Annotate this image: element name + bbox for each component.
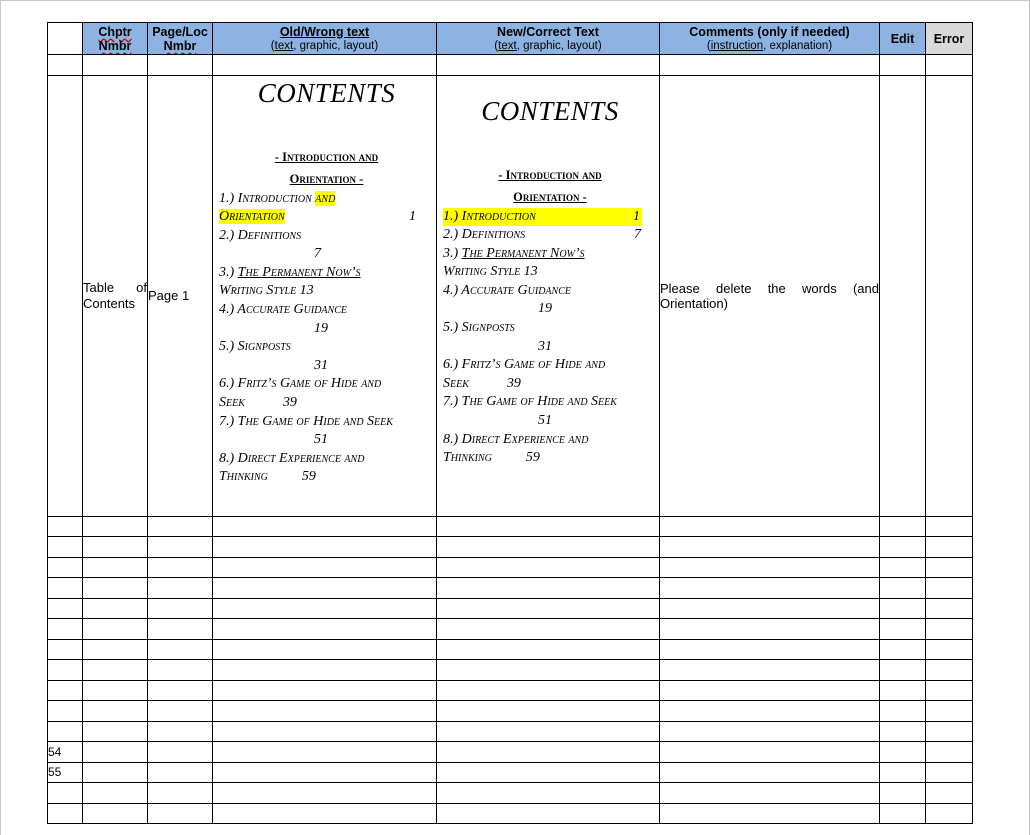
table-row xyxy=(48,537,973,558)
table-cell[interactable] xyxy=(660,762,880,783)
table-cell[interactable] xyxy=(148,516,213,537)
highlight-orientation: Orientation xyxy=(219,209,285,225)
table-cell[interactable] xyxy=(437,598,660,619)
old-toc-entry-2-page: 7 xyxy=(314,246,321,262)
error-cell[interactable] xyxy=(926,75,973,516)
table-cell[interactable] xyxy=(660,803,880,824)
old-toc-entry-5: 5.) Signposts xyxy=(219,339,291,355)
table-cell[interactable] xyxy=(437,639,660,660)
table-cell[interactable] xyxy=(83,55,148,76)
table-cell[interactable] xyxy=(83,803,148,824)
table-row xyxy=(48,516,973,537)
table-cell[interactable] xyxy=(148,557,213,578)
table-cell[interactable] xyxy=(148,680,213,701)
table-cell[interactable] xyxy=(48,701,83,722)
table-cell[interactable] xyxy=(437,762,660,783)
table-cell[interactable] xyxy=(48,55,83,76)
table-cell[interactable] xyxy=(660,721,880,742)
old-toc-entry-8: 8.) Direct Experience and xyxy=(219,450,365,466)
old-toc-entry-3b: Writing Style 13 xyxy=(219,283,314,299)
table-cell[interactable] xyxy=(213,701,437,722)
header-comments-title: Comments (only if needed) xyxy=(689,24,850,39)
table-cell[interactable] xyxy=(148,578,213,599)
old-toc-entry-6b: Seek 39 xyxy=(219,395,297,411)
table-cell[interactable] xyxy=(880,578,926,599)
old-toc-entry-4: 4.) Accurate Guidance xyxy=(219,302,347,318)
table-cell[interactable] xyxy=(660,598,880,619)
table-cell[interactable] xyxy=(213,578,437,599)
table-cell[interactable] xyxy=(83,578,148,599)
table-cell[interactable] xyxy=(148,721,213,742)
table-cell[interactable] xyxy=(437,701,660,722)
table-cell[interactable] xyxy=(83,516,148,537)
errata-table xyxy=(47,22,973,824)
table-cell[interactable] xyxy=(213,742,437,763)
table-row xyxy=(48,783,973,804)
table-cell[interactable] xyxy=(880,55,926,76)
table-cell[interactable] xyxy=(660,660,880,681)
header-new-text[interactable] xyxy=(437,23,660,55)
table-cell[interactable] xyxy=(926,680,973,701)
table-cell[interactable] xyxy=(660,680,880,701)
table-row xyxy=(48,701,973,722)
table-cell[interactable] xyxy=(880,680,926,701)
table-cell[interactable] xyxy=(880,783,926,804)
old-toc-entry-2: 2.) Definitions xyxy=(219,227,302,243)
new-toc-intro-line2: Orientation - xyxy=(513,189,587,204)
new-toc-entry-1 xyxy=(443,208,657,227)
new-toc-entry-6: 6.) Fritz’s Game of Hide and xyxy=(443,357,606,373)
table-cell[interactable] xyxy=(83,660,148,681)
table-cell[interactable] xyxy=(926,537,973,558)
header-new-title: New/Correct Text xyxy=(497,24,599,39)
old-toc-entry-6: 6.) Fritz’s Game of Hide and xyxy=(219,376,382,392)
table-cell[interactable] xyxy=(660,742,880,763)
header-comments[interactable] xyxy=(660,23,880,55)
table-cell[interactable] xyxy=(48,639,83,660)
comment-cell[interactable] xyxy=(660,75,880,516)
table-cell[interactable] xyxy=(880,701,926,722)
table-cell[interactable] xyxy=(660,516,880,537)
header-page-line2: Nmbr xyxy=(163,38,197,53)
table-cell[interactable] xyxy=(437,578,660,599)
old-toc-entry-3: 3.) The Permanent Now’s xyxy=(219,264,361,280)
row-number[interactable]: 55 xyxy=(48,762,83,783)
table-cell[interactable] xyxy=(213,721,437,742)
table-cell[interactable] xyxy=(213,516,437,537)
table-row xyxy=(48,557,973,578)
table-cell[interactable] xyxy=(83,619,148,640)
table-cell[interactable] xyxy=(437,55,660,76)
table-cell[interactable] xyxy=(660,557,880,578)
table-cell[interactable] xyxy=(48,783,83,804)
new-toc-entry-4: 4.) Accurate Guidance xyxy=(443,282,571,298)
table-cell[interactable] xyxy=(48,578,83,599)
table-cell[interactable] xyxy=(83,557,148,578)
table-cell[interactable] xyxy=(660,55,880,76)
table-cell[interactable] xyxy=(437,680,660,701)
old-toc-intro-line1: - Introduction and xyxy=(274,149,379,164)
new-toc-intro-line1: - Introduction and xyxy=(498,167,602,182)
header-new-sub: (text, graphic, layout) xyxy=(494,39,602,52)
table-cell[interactable] xyxy=(437,742,660,763)
new-text-cell[interactable] xyxy=(437,75,660,516)
old-toc-intro-line2: Orientation - xyxy=(289,171,364,186)
table-cell[interactable] xyxy=(926,516,973,537)
row-number-cell[interactable] xyxy=(48,75,83,516)
table-cell[interactable] xyxy=(437,619,660,640)
table-cell[interactable] xyxy=(83,537,148,558)
table-cell[interactable] xyxy=(880,516,926,537)
table-cell[interactable] xyxy=(83,680,148,701)
table-cell[interactable] xyxy=(213,783,437,804)
table-cell[interactable] xyxy=(660,639,880,660)
table-cell[interactable] xyxy=(148,598,213,619)
new-toc-entry-2: 2.) Definitions 7 xyxy=(443,227,641,243)
correction-row xyxy=(48,75,973,516)
table-cell[interactable] xyxy=(83,721,148,742)
table-cell[interactable] xyxy=(926,639,973,660)
row-number[interactable]: 54 xyxy=(48,742,83,763)
header-old-sub: (text, graphic, layout) xyxy=(270,39,379,52)
comment-line2: Orientation) xyxy=(660,295,728,311)
highlight-introduction: 1.) Introduction 1 xyxy=(443,208,642,227)
table-cell[interactable] xyxy=(880,557,926,578)
table-cell[interactable] xyxy=(148,619,213,640)
new-toc-entry-4-page: 19 xyxy=(538,301,552,317)
table-cell[interactable] xyxy=(660,537,880,558)
new-toc-entry-3: 3.) The Permanent Now’s xyxy=(443,245,585,261)
header-old-title: Old/Wrong text xyxy=(279,24,370,39)
table-cell[interactable] xyxy=(148,742,213,763)
table-cell[interactable] xyxy=(926,619,973,640)
table-cell[interactable] xyxy=(213,762,437,783)
header-blank-cell xyxy=(48,23,83,55)
table-cell[interactable] xyxy=(660,578,880,599)
table-cell[interactable] xyxy=(880,742,926,763)
table-cell[interactable] xyxy=(437,803,660,824)
table-row xyxy=(48,680,973,701)
table-cell[interactable] xyxy=(660,783,880,804)
table-cell[interactable] xyxy=(148,660,213,681)
table-cell[interactable] xyxy=(83,783,148,804)
new-toc-entry-3b: Writing Style 13 xyxy=(443,264,538,280)
table-cell[interactable] xyxy=(880,803,926,824)
table-cell[interactable] xyxy=(213,680,437,701)
table-cell[interactable] xyxy=(148,701,213,722)
window-border-top xyxy=(0,0,1030,1)
table-cell[interactable] xyxy=(926,762,973,783)
header-chapter-line1: Chptr xyxy=(98,24,132,39)
table-cell[interactable] xyxy=(880,537,926,558)
chapter-line1: Table of xyxy=(83,279,147,295)
table-cell[interactable] xyxy=(48,721,83,742)
table-cell[interactable] xyxy=(880,721,926,742)
table-row xyxy=(48,660,973,681)
table-cell[interactable] xyxy=(213,55,437,76)
table-cell[interactable] xyxy=(148,762,213,783)
table-cell[interactable] xyxy=(437,721,660,742)
table-cell[interactable] xyxy=(660,701,880,722)
table-cell[interactable] xyxy=(880,619,926,640)
old-toc-entry-7-page: 51 xyxy=(314,432,328,448)
table-cell[interactable] xyxy=(48,680,83,701)
table-row xyxy=(48,578,973,599)
old-toc-entry-4-page: 19 xyxy=(314,320,328,336)
table-cell[interactable] xyxy=(926,598,973,619)
table-cell[interactable] xyxy=(83,742,148,763)
table-cell[interactable] xyxy=(437,660,660,681)
table-cell[interactable] xyxy=(48,660,83,681)
header-error[interactable]: Error xyxy=(926,23,973,55)
table-cell[interactable] xyxy=(213,619,437,640)
table-cell[interactable] xyxy=(48,598,83,619)
old-toc-entry-5-page: 31 xyxy=(314,357,328,373)
table-cell[interactable] xyxy=(148,55,213,76)
header-chapter-line2: Nmbr xyxy=(98,38,132,53)
table-cell[interactable] xyxy=(437,783,660,804)
table-cell[interactable] xyxy=(880,660,926,681)
table-cell[interactable] xyxy=(48,516,83,537)
new-toc-entry-8b: Thinking 59 xyxy=(443,450,540,466)
table-row xyxy=(48,721,973,742)
table-cell[interactable] xyxy=(926,783,973,804)
table-cell[interactable] xyxy=(148,537,213,558)
old-text-cell[interactable] xyxy=(213,75,437,516)
old-toc-title: CONTENTS xyxy=(257,77,396,108)
table-cell[interactable] xyxy=(926,55,973,76)
table-cell[interactable] xyxy=(48,537,83,558)
table-cell[interactable] xyxy=(926,660,973,681)
table-cell[interactable] xyxy=(437,557,660,578)
table-row xyxy=(48,803,973,824)
new-toc-entry-5-page: 31 xyxy=(538,338,552,354)
table-cell[interactable] xyxy=(148,783,213,804)
table-row xyxy=(48,598,973,619)
table-cell[interactable] xyxy=(83,598,148,619)
chapter-cell[interactable] xyxy=(83,75,148,516)
header-page-line1: Page/Loc xyxy=(152,24,208,39)
table-row xyxy=(48,639,973,660)
table-cell[interactable] xyxy=(213,537,437,558)
table-cell[interactable] xyxy=(926,701,973,722)
header-page[interactable] xyxy=(148,23,213,55)
table-cell[interactable] xyxy=(48,557,83,578)
table-cell[interactable] xyxy=(148,803,213,824)
old-toc-entry-8b: Thinking 59 xyxy=(219,469,316,485)
new-toc-entry-6b: Seek 39 xyxy=(443,375,521,391)
table-row xyxy=(48,742,973,763)
table-cell[interactable] xyxy=(213,660,437,681)
table-row xyxy=(48,762,973,783)
table-cell[interactable] xyxy=(213,557,437,578)
header-old-text[interactable] xyxy=(213,23,437,55)
new-toc-entry-7-page: 51 xyxy=(538,413,552,429)
table-row xyxy=(48,55,973,76)
table-cell[interactable] xyxy=(926,721,973,742)
table-cell[interactable] xyxy=(48,803,83,824)
table-cell[interactable] xyxy=(83,639,148,660)
table-cell[interactable] xyxy=(880,762,926,783)
edit-cell[interactable] xyxy=(880,75,926,516)
table-cell[interactable] xyxy=(926,557,973,578)
table-cell[interactable] xyxy=(926,803,973,824)
table-cell[interactable] xyxy=(437,537,660,558)
table-cell[interactable] xyxy=(880,598,926,619)
table-cell[interactable] xyxy=(148,639,213,660)
table-cell[interactable] xyxy=(213,598,437,619)
header-comments-sub: (instruction, explanation) xyxy=(706,39,833,52)
table-cell[interactable] xyxy=(660,619,880,640)
table-cell[interactable] xyxy=(83,701,148,722)
new-toc-entry-8: 8.) Direct Experience and xyxy=(443,431,589,447)
header-edit[interactable]: Edit xyxy=(880,23,926,55)
table-cell[interactable] xyxy=(83,762,148,783)
table-cell[interactable] xyxy=(926,578,973,599)
new-toc-entry-7: 7.) The Game of Hide and Seek xyxy=(443,394,617,410)
chapter-line2: Contents xyxy=(83,295,136,311)
header-chapter[interactable] xyxy=(83,23,148,55)
highlight-and: and xyxy=(315,190,336,206)
comment-line1: Please delete the words (and xyxy=(660,280,879,296)
table-cell[interactable] xyxy=(213,639,437,660)
new-toc-title: CONTENTS xyxy=(481,95,619,126)
table-cell[interactable] xyxy=(926,742,973,763)
table-cell[interactable] xyxy=(213,803,437,824)
new-toc-entry-5: 5.) Signposts xyxy=(443,320,515,336)
old-toc-entry-1: 1.) Introduction and xyxy=(219,190,336,206)
page-cell[interactable]: Page 1 xyxy=(148,75,213,516)
table-cell[interactable] xyxy=(48,619,83,640)
header-row xyxy=(48,23,973,55)
table-row xyxy=(48,619,973,640)
old-toc-entry-1b: Orientation 1 xyxy=(219,209,416,225)
table-cell[interactable] xyxy=(437,516,660,537)
window-border-left xyxy=(0,0,1,835)
table-cell[interactable] xyxy=(880,639,926,660)
old-toc-entry-7: 7.) The Game of Hide and Seek xyxy=(219,413,393,429)
